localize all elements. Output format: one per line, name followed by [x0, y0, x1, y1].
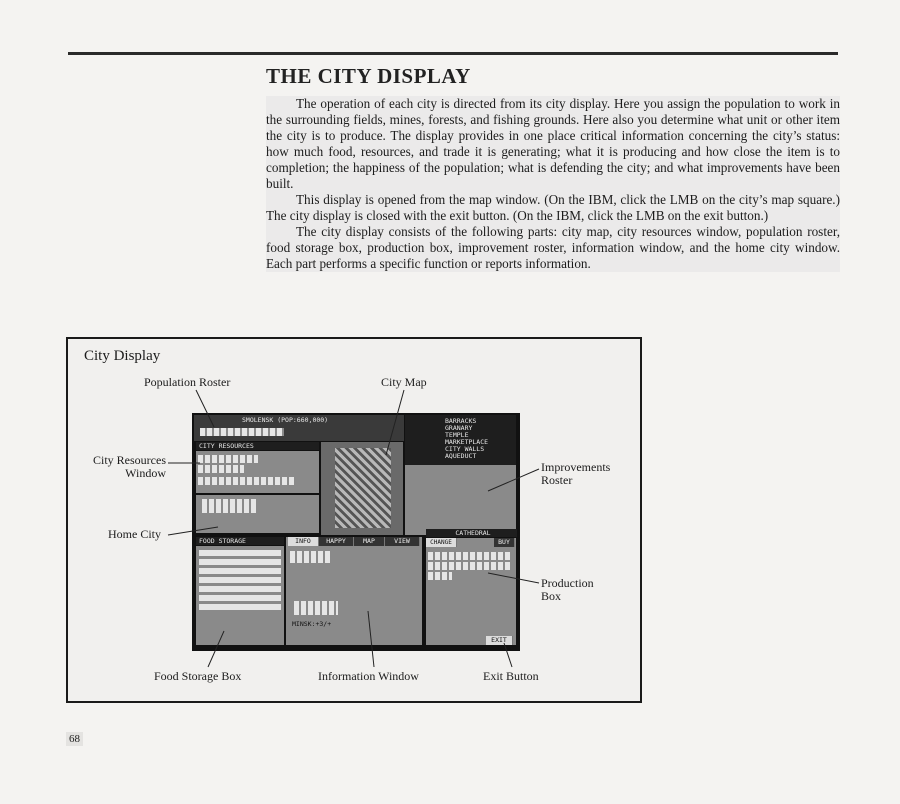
improvement-2[interactable]: TEMPLE [445, 431, 469, 439]
tab-info[interactable]: INFO [288, 537, 319, 546]
label-population-roster: Population Roster [144, 375, 231, 389]
label-food-storage: Food Storage Box [154, 669, 242, 683]
leader-population-roster [196, 390, 214, 427]
label-city-resources-line1: City Resources [93, 453, 166, 467]
tab-view[interactable]: VIEW [385, 537, 420, 546]
section-title: THE CITY DISPLAY [266, 64, 471, 88]
label-city-map: City Map [381, 375, 427, 389]
label-exit-button: Exit Button [483, 669, 539, 683]
info-text: MINSK:+3/+ [292, 620, 332, 628]
label-production-line2: Box [541, 589, 562, 603]
body-text [266, 96, 840, 272]
tab-map[interactable]: MAP [354, 537, 385, 546]
page-number: 68 [66, 732, 83, 746]
city-display-figure [66, 337, 642, 703]
leader-home-city [168, 527, 218, 535]
leader-production [488, 573, 539, 583]
callout-lines [68, 339, 640, 701]
production-header: CATHEDRAL [426, 529, 517, 537]
top-rule [68, 52, 838, 55]
label-production-line1: Production [541, 576, 594, 590]
buy-button[interactable]: BUY [494, 538, 515, 547]
label-improvements-line2: Roster [541, 473, 573, 487]
improvement-3[interactable]: MARKETPLACE [445, 438, 489, 446]
city-resources-header: CITY RESOURCES [196, 442, 319, 450]
leader-information-window [368, 611, 374, 667]
paragraph-3: The city display consists of the following parts: city map, city resources window, population roster, food storage box, production box, improvement roster, information window, and the home city window. Each part performs a specific function or reports information. [266, 224, 840, 271]
figure-title: City Display [84, 348, 161, 364]
improvement-1[interactable]: GRANARY [445, 424, 473, 432]
improvement-5[interactable]: AQUEDUCT [445, 452, 477, 460]
leader-exit-button [504, 643, 512, 667]
paragraph-2: This display is opened from the map window. (On the IBM, click the LMB on the city’s map square.) The city display is closed with the exit button. (On the IBM, click the LMB on the exit button.) [266, 192, 840, 223]
label-home-city: Home City [108, 527, 161, 541]
food-storage-header: FOOD STORAGE [196, 537, 284, 545]
leader-improvements [488, 469, 539, 491]
change-button[interactable]: CHANGE [426, 538, 457, 547]
exit-button[interactable]: EXIT [486, 636, 513, 645]
improvement-4[interactable]: CITY WALLS [445, 445, 485, 453]
city-name-header: SMOLENSK (POP:660,000) [242, 416, 329, 424]
leader-food-storage [208, 631, 224, 667]
tab-happy[interactable]: HAPPY [319, 537, 354, 546]
label-city-resources-line2: Window [125, 466, 166, 480]
label-information-window: Information Window [318, 669, 419, 683]
paragraph-1: The operation of each city is directed from its city display. Here you assign the population to work in the surrounding fields, mines, forests, and fishing grounds. Here also you determine what unit or other item the city is to produce. The display provides in one place critical information concerning the city’s status: how much food, resources, and trade it is generating; what it is producing and how close the item is to completion; the happiness of the population; what is defending the city; and what improvements have been built. [266, 96, 840, 191]
label-improvements-line1: Improvements [541, 460, 611, 474]
improvement-0[interactable]: BARRACKS [445, 417, 477, 425]
leader-city-map [386, 390, 404, 455]
